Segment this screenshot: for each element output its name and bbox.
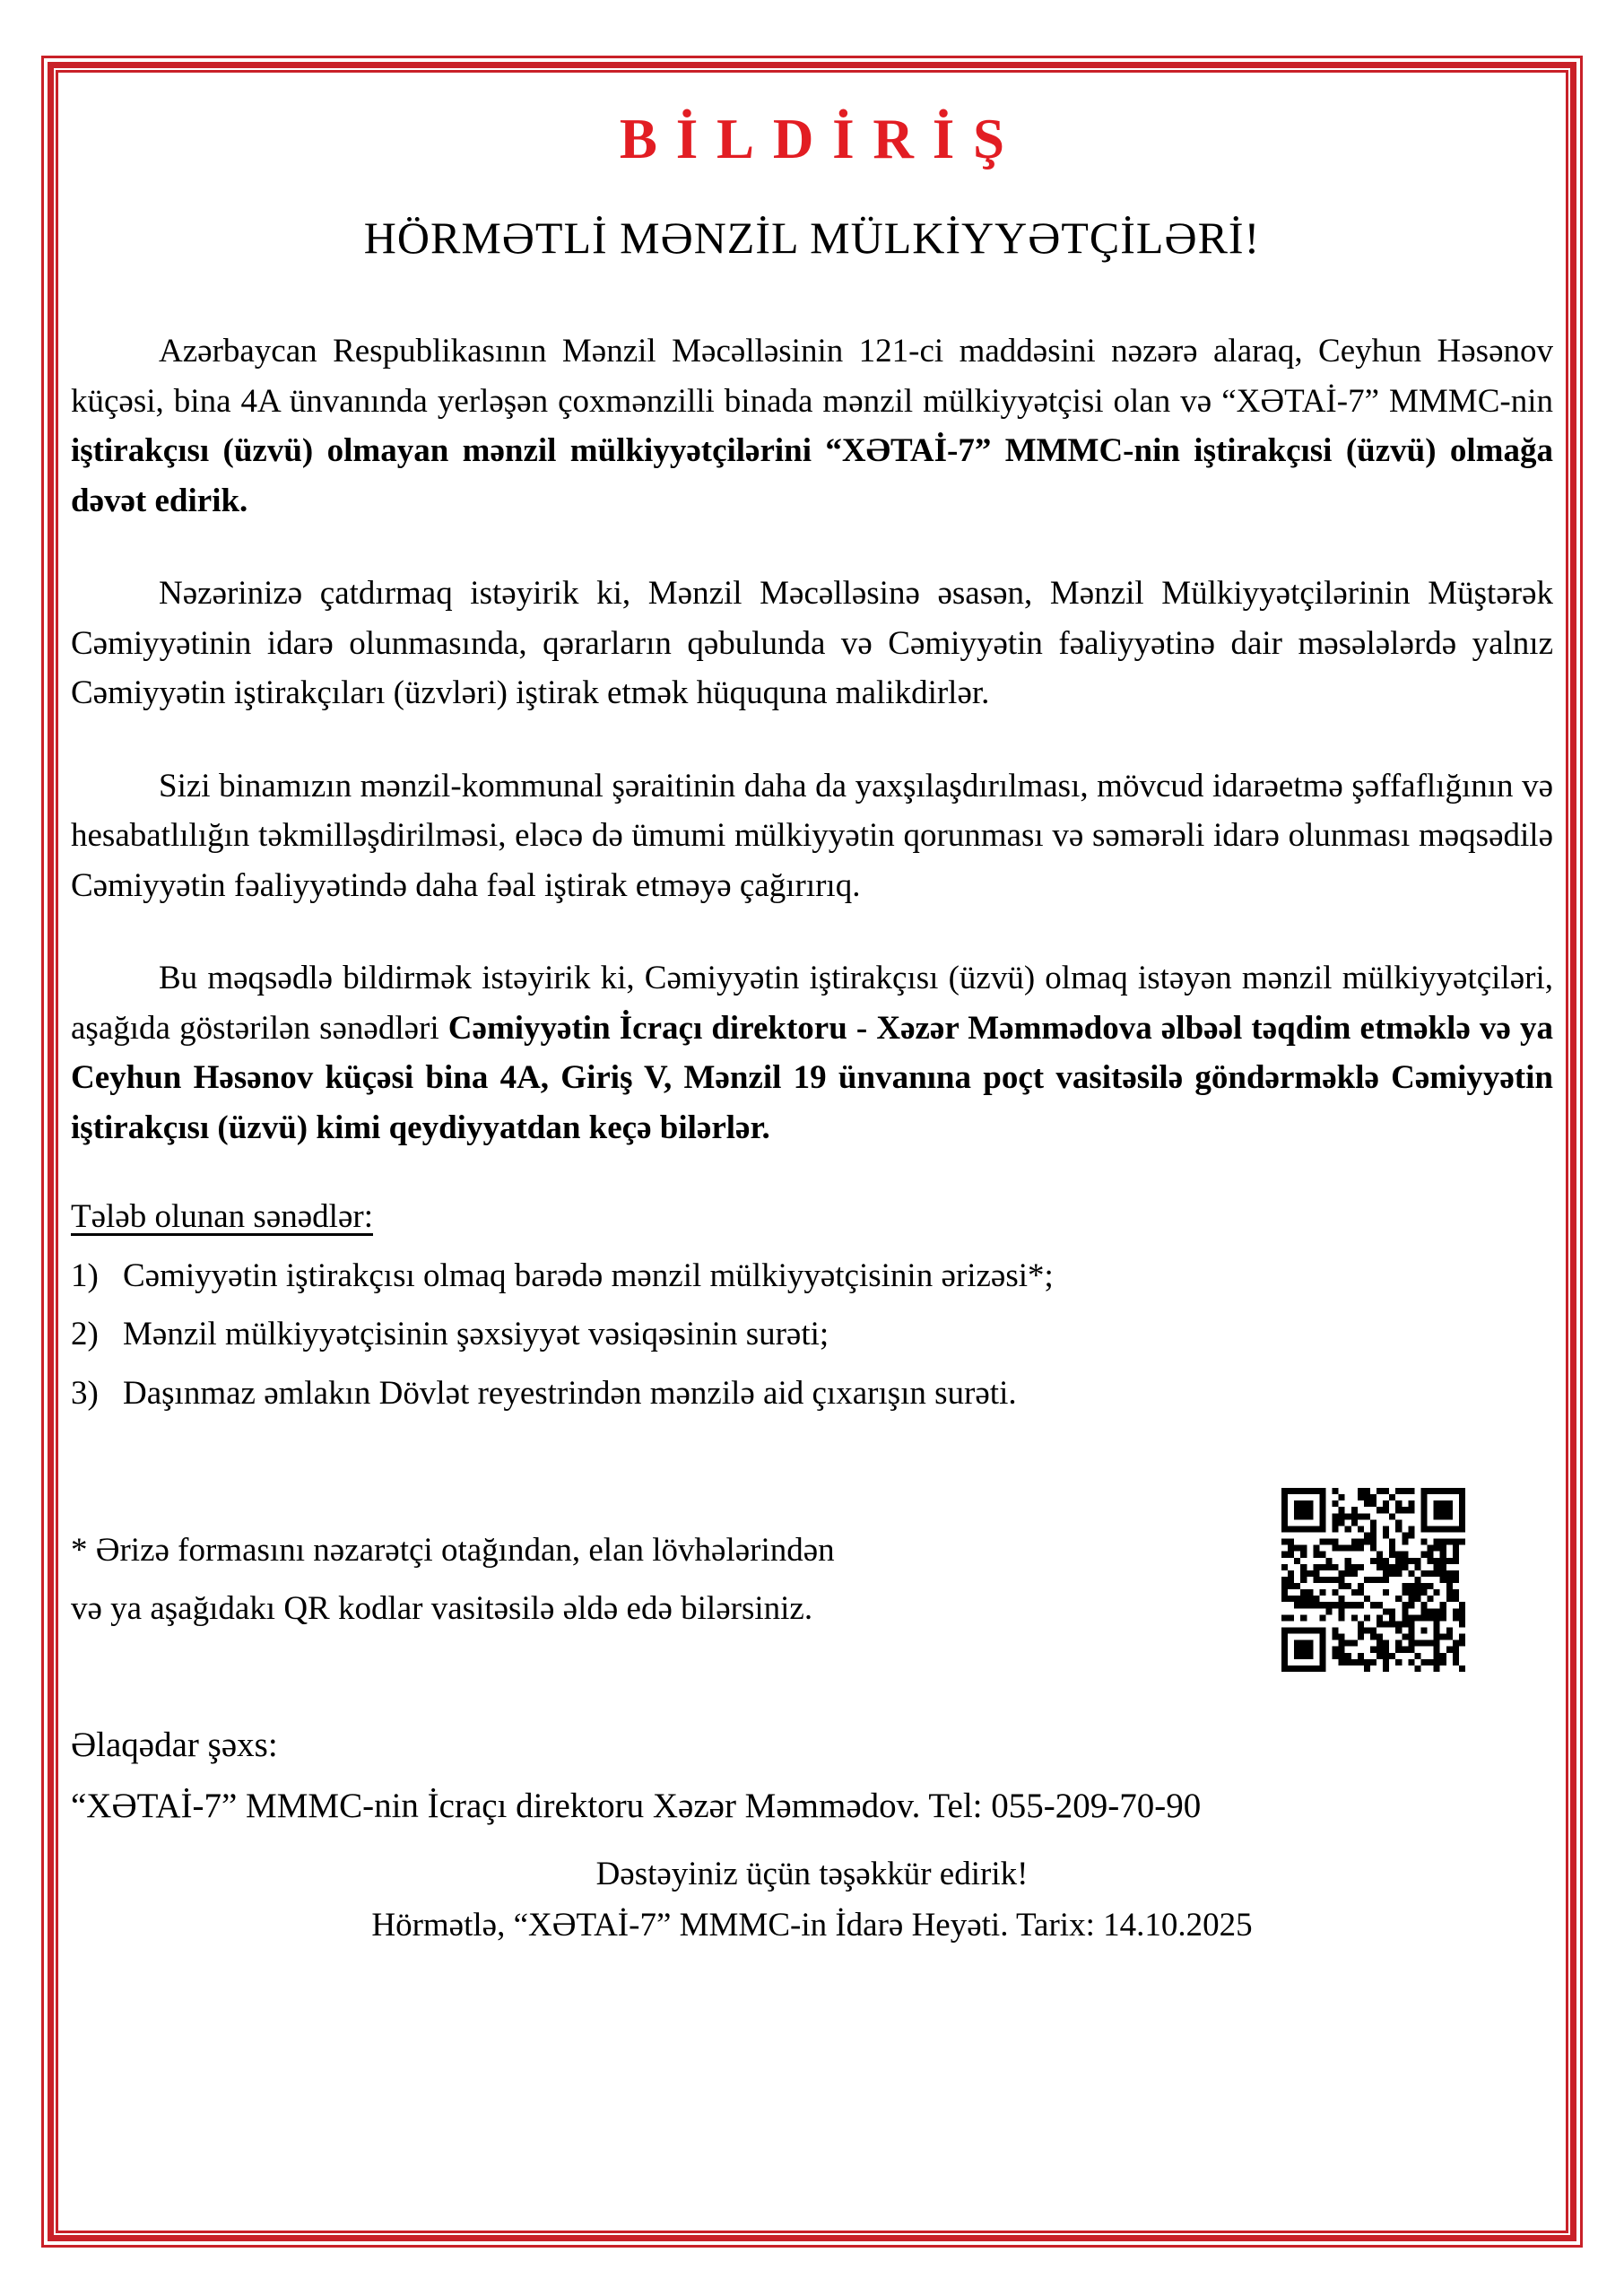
page-title: BİLDİRİŞ: [619, 108, 1023, 170]
list-item-number: 1): [71, 1257, 99, 1294]
paragraph-registration-bold: Cəmiyyətin İcraçı direktoru - Xəzər Məmmədova əlbəəl təqdim etməklə və ya Ceyhun Həsənov küçəsi bina 4A, Giriş V, Mənzil 19 ünvanına poçt vasitəsilə göndərməklə Cəmiyyətin iştirakçısı (üzvü) kimi qeydiyyatdan keçə bilərlər.: [71, 1009, 1553, 1146]
thanks-line: Dəstəyiniz üçün təşəkkür edirik!: [595, 1855, 1029, 1892]
list-item-number: 2): [71, 1316, 99, 1352]
list-item-text: Mənzil mülkiyyətçisinin şəxsiyyət vəsiqəsinin surəti;: [123, 1316, 829, 1352]
paragraph-invitation: [71, 326, 1553, 526]
contact-label: Əlaqədar şəxs:: [71, 1726, 278, 1764]
paragraph-appeal: Sizi binamızın mənzil-kommunal şəraitinin daha da yaxşılaşdırılması, mövcud idarəetmə şəffaflığının və hesabatlılığın təkmilləşdirilməsi, eləcə də ümumi mülkiyyətin qorunması və səmərəli idarə olunması məqsədilə Cəmiyyətin fəaliyyətində daha fəal iştirak etməyə çağırırıq.: [71, 767, 1553, 904]
paragraph-registration: [71, 953, 1553, 1152]
list-item: [71, 1251, 1553, 1301]
required-documents-heading-text: Tələb olunan sənədlər:: [71, 1198, 373, 1235]
contact-section: [71, 1715, 1553, 1838]
list-item: [71, 1309, 1553, 1360]
footnote-text: [71, 1522, 835, 1639]
closing-section: [71, 1848, 1553, 1952]
salutation-heading: HÖRMƏTLİ MƏNZİL MÜLKİYYƏTÇİLƏRİ!: [363, 213, 1261, 263]
footnote-section: [71, 1488, 1553, 1672]
required-documents-heading: [71, 1192, 1553, 1242]
footnote-line-2: və ya aşağıdakı QR kodlar vasitəsilə əldə edə bilərsiniz.: [71, 1589, 813, 1627]
red-frame-outer: [41, 56, 1583, 2248]
paragraph-registration-normal: Bu məqsədlə bildirmək istəyirik ki, Cəmiyyətin iştirakçısı (üzvü) olmaq istəyən mənzil mülkiyyətçiləri, aşağıda göstərilən sənədləri: [71, 960, 1553, 1047]
qr-code-icon: [1281, 1488, 1465, 1672]
list-item-text: Cəmiyyətin iştirakçısı olmaq barədə mənzil mülkiyyətçisinin ərizəsi*;: [123, 1257, 1054, 1294]
footnote-line-1: * Ərizə formasını nəzarətçi otağından, elan lövhələrindən: [71, 1531, 835, 1569]
list-item-text: Daşınmaz əmlakın Dövlət reyestrindən mənzilə aid çıxarışın surəti.: [123, 1374, 1017, 1412]
red-frame-middle: [48, 62, 1576, 2241]
paragraph-rights: Nəzərinizə çatdırmaq istəyirik ki, Mənzil Məcəlləsinə əsasən, Mənzil Mülkiyyətçilərinin Müştərək Cəmiyyətinin idarə olunmasında, qərarların qəbulunda və Cəmiyyətin fəaliyyətinə dair məsələlərdə yalnız Cəmiyyətin iştirakçıları (üzvləri) iştirak etmək hüququna malikdirlər.: [71, 575, 1553, 711]
list-item: [71, 1369, 1553, 1419]
paragraph-invitation-bold: iştirakçısı (üzvü) olmayan mənzil mülkiyyətçilərini “XƏTAİ-7” MMMC-nin iştirakçısi (üzvü) olmağa dəvət edirik.: [71, 432, 1553, 519]
list-item-number: 3): [71, 1374, 99, 1412]
paragraph-invitation-normal: Azərbaycan Respublikasının Mənzil Məcəlləsinin 121-ci maddəsini nəzərə alaraq, Ceyhun Həsənov küçəsi, bina 4A ünvanında yerləşən çoxmənzilli binada mənzil mülkiyyətçisi olan və “XƏTAİ-7” MMMC-nin: [71, 333, 1553, 420]
required-documents-section: [71, 1192, 1553, 1418]
signature-line: Hörmətlə, “XƏTAİ-7” MMMC-in İdarə Heyəti. Tarix: 14.10.2025: [371, 1906, 1253, 1944]
contact-line: “XƏTAİ-7” MMMC-nin İcraçı direktoru Xəzər Məmmədov. Tel: 055-209-70-90: [71, 1787, 1202, 1826]
red-frame-inner: [56, 70, 1568, 2233]
